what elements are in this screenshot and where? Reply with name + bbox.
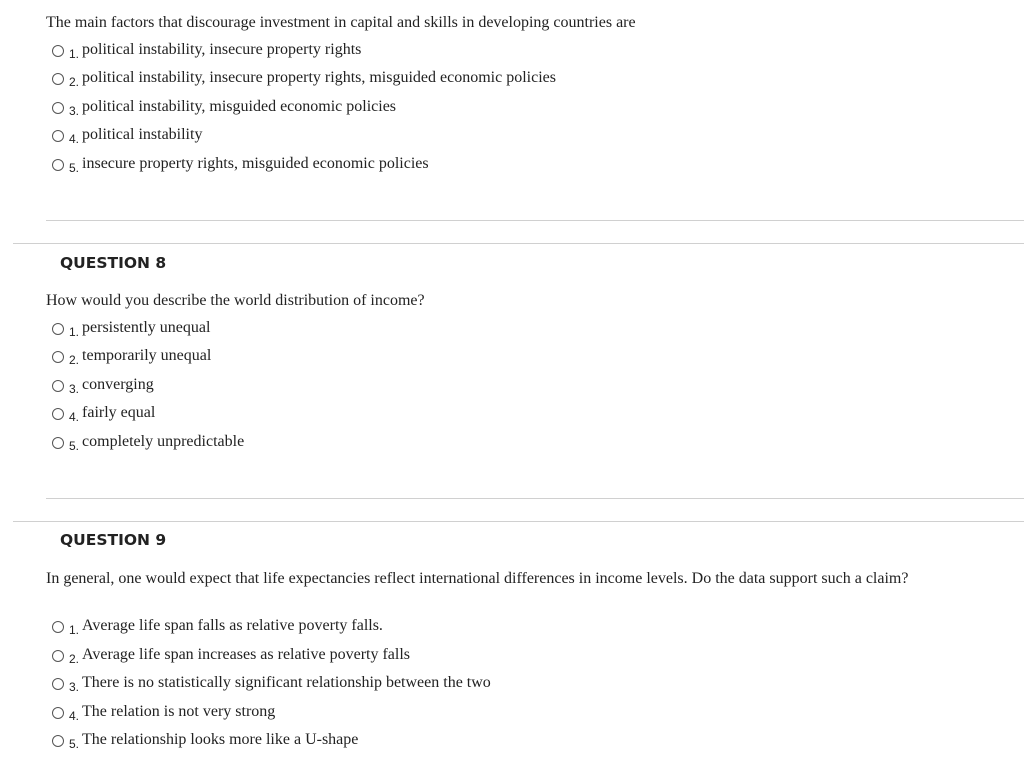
question-8-option-5[interactable]	[52, 432, 952, 454]
question-8-option-1[interactable]	[52, 318, 952, 340]
question-8-heading: QUESTION 8	[60, 254, 167, 272]
radio-button[interactable]	[52, 159, 64, 171]
option-label: converging	[82, 376, 154, 393]
radio-button[interactable]	[52, 650, 64, 662]
radio-button[interactable]	[52, 130, 64, 142]
question-9-option-4[interactable]	[52, 702, 952, 724]
option-number: 1.	[69, 47, 80, 61]
option-label: completely unpredictable	[82, 433, 245, 450]
option-number: 5.	[69, 737, 80, 751]
radio-button[interactable]	[52, 678, 64, 690]
option-label: political instability	[82, 126, 203, 143]
question-9-option-3[interactable]	[52, 673, 952, 695]
question-divider	[46, 220, 1024, 221]
option-number: 4.	[69, 709, 80, 723]
radio-button[interactable]	[52, 73, 64, 85]
option-number: 2.	[69, 652, 80, 666]
question-7-text: The main factors that discourage investment in capital and skills in developing countries are	[46, 14, 636, 31]
question-divider	[13, 521, 1024, 522]
question-9-heading: QUESTION 9	[60, 531, 167, 549]
option-label: Average life span falls as relative poverty falls.	[82, 617, 383, 634]
option-number: 5.	[69, 439, 80, 453]
question-8-text: How would you describe the world distribution of income?	[46, 292, 425, 309]
question-8-option-4[interactable]	[52, 403, 952, 425]
option-label: Average life span increases as relative poverty falls	[82, 646, 411, 663]
radio-button[interactable]	[52, 45, 64, 57]
question-8-option-3[interactable]	[52, 375, 952, 397]
option-label: temporarily unequal	[82, 347, 212, 364]
option-number: 3.	[69, 382, 80, 396]
question-divider	[13, 243, 1024, 244]
option-number: 2.	[69, 353, 80, 367]
question-7-option-3[interactable]	[52, 97, 952, 119]
option-number: 3.	[69, 104, 80, 118]
question-7-option-4[interactable]	[52, 125, 952, 147]
option-label: political instability, misguided economic policies	[82, 98, 397, 115]
question-8-option-2[interactable]	[52, 346, 952, 368]
question-7-option-5[interactable]	[52, 154, 952, 176]
question-7-option-2[interactable]	[52, 68, 952, 90]
option-number: 3.	[69, 680, 80, 694]
question-9-option-1[interactable]	[52, 616, 952, 638]
option-number: 4.	[69, 410, 80, 424]
option-label: persistently unequal	[82, 319, 211, 336]
radio-button[interactable]	[52, 707, 64, 719]
option-label: The relation is not very strong	[82, 703, 276, 720]
question-9-option-2[interactable]	[52, 645, 952, 667]
radio-button[interactable]	[52, 323, 64, 335]
radio-button[interactable]	[52, 437, 64, 449]
question-9-text: In general, one would expect that life expectancies reflect international differences in income levels. Do the data support such a claim?	[46, 570, 909, 587]
radio-button[interactable]	[52, 102, 64, 114]
radio-button[interactable]	[52, 735, 64, 747]
option-label: political instability, insecure property rights, misguided economic policies	[82, 69, 556, 86]
option-number: 1.	[69, 325, 80, 339]
option-label: The relationship looks more like a U-shape	[82, 731, 359, 748]
option-number: 5.	[69, 161, 80, 175]
radio-button[interactable]	[52, 408, 64, 420]
option-label: insecure property rights, misguided economic policies	[82, 155, 429, 172]
radio-button[interactable]	[52, 351, 64, 363]
option-number: 2.	[69, 75, 80, 89]
option-number: 4.	[69, 132, 80, 146]
radio-button[interactable]	[52, 380, 64, 392]
question-9-option-5[interactable]	[52, 730, 952, 752]
option-label: There is no statistically significant relationship between the two	[82, 674, 491, 691]
question-divider	[46, 498, 1024, 499]
radio-button[interactable]	[52, 621, 64, 633]
option-number: 1.	[69, 623, 80, 637]
option-label: fairly equal	[82, 404, 156, 421]
question-7-option-1[interactable]	[52, 40, 952, 62]
option-label: political instability, insecure property rights	[82, 41, 362, 58]
